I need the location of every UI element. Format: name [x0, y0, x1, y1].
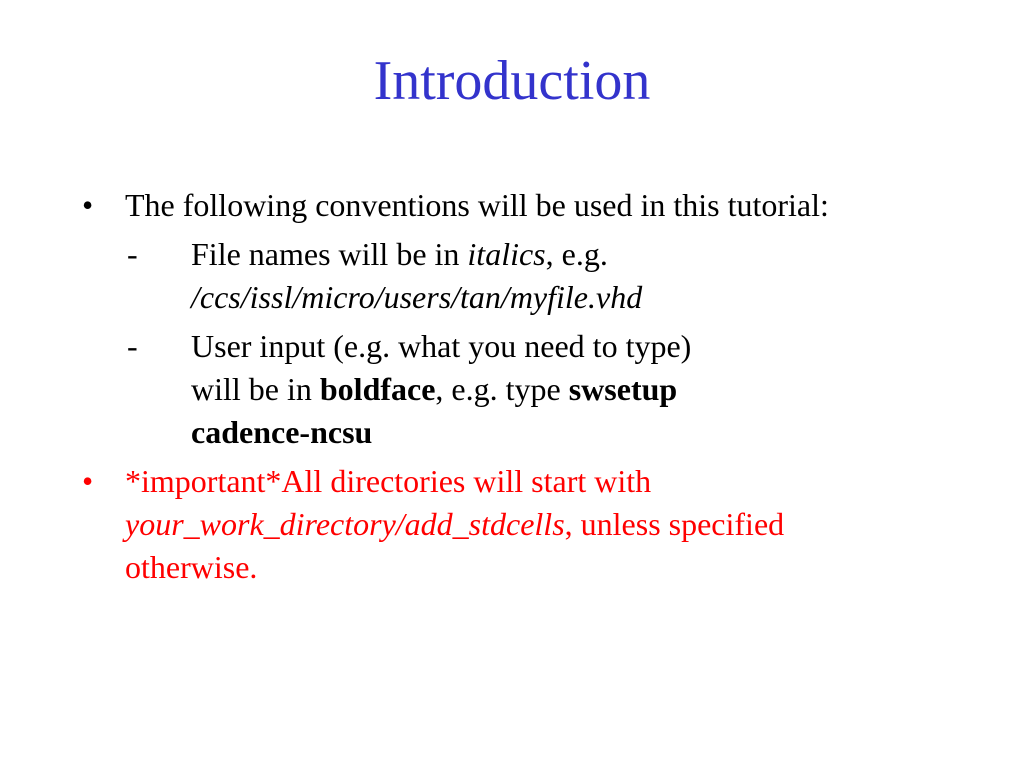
subitem-dash: -: [127, 328, 138, 364]
subitem-file-names: [82, 233, 902, 319]
subitem-user-input: [82, 325, 902, 454]
bold-command-1: swsetup: [568, 371, 678, 407]
slide-body: [82, 184, 902, 589]
important-italic-path: your_work_directory/add_stdcells: [125, 506, 565, 542]
subitem-dash: -: [127, 236, 138, 272]
bullet-marker: •: [82, 187, 94, 223]
subitem-text-after: , e.g.: [545, 236, 608, 272]
bullet-text: The following conventions will be used in this tutorial:: [125, 187, 829, 223]
example-path: /ccs/issl/micro/users/tan/myfile.vhd: [191, 279, 643, 315]
important-text-after: , unless specified otherwise.: [125, 506, 785, 585]
bold-word: boldface: [319, 371, 436, 407]
italic-word: italics: [467, 236, 546, 272]
slide-title: Introduction: [373, 50, 651, 112]
bullet-important: [82, 460, 902, 589]
subitem-text-before: File names will be in: [191, 236, 468, 272]
bullet-conventions: [82, 184, 902, 227]
subitem-line-1: User input (e.g. what you need to type): [191, 328, 692, 364]
bullet-marker: •: [82, 463, 94, 499]
subitem-text-before: will be in: [191, 371, 320, 407]
important-text-before: *important*All directories will start with: [125, 463, 652, 499]
bold-command-2: cadence-ncsu: [191, 414, 373, 450]
subitem-text-mid: , e.g. type: [435, 371, 569, 407]
